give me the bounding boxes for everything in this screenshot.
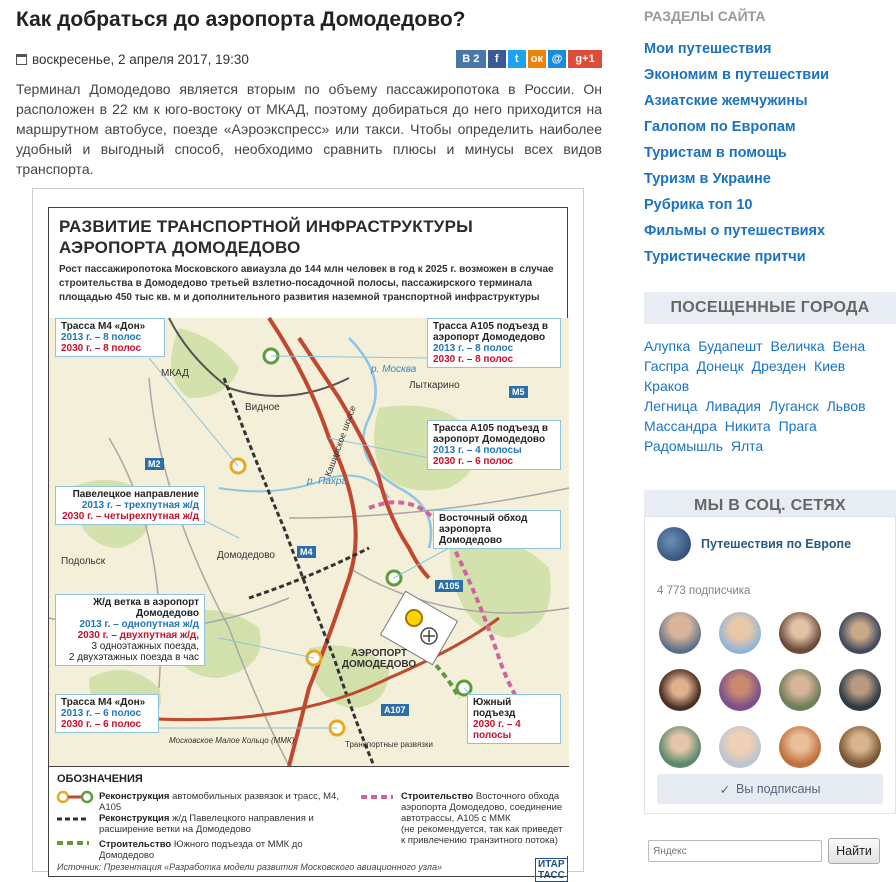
cities-tag-cloud [644, 324, 896, 456]
callout-title: Павелецкое направление [72, 489, 199, 500]
member-avatar[interactable] [779, 669, 821, 711]
vk-group-avatar[interactable] [657, 527, 691, 561]
tag-a105: А105 [435, 580, 463, 592]
legend-text: Восточного обхода аэропорта Домодедово, соединение автотрассы, А105 с ММК [401, 791, 563, 824]
callout-title: Трасса М4 «Дон» [61, 697, 146, 708]
legend-text: автомобильных развязок и трасс, М4, А105 [99, 791, 339, 813]
infographic-subtitle: Рост пассажиропотока Московского авиаузла до 144 млн человек в год к 2025 г. возможен в случае строительства в Домодедово третьей взлетно-посадочной полосы, пассажирского терминала площадью 450 тыс кв. м и дополнительного развития наземной транспортной инфраструктуры [59, 264, 554, 303]
legend-bold: Строительство [401, 791, 474, 802]
callout-title: Трасса А105 подъезд в аэропорт Домодедово [433, 423, 548, 445]
city-link[interactable]: Величка [770, 338, 825, 354]
member-avatar[interactable] [719, 669, 761, 711]
callout-note2: 2 двухэтажных поезда в час [68, 652, 199, 663]
vk-subscribed-button[interactable] [657, 774, 883, 804]
share-twitter-button[interactable]: t [508, 50, 526, 68]
city-link[interactable]: Легница [644, 398, 698, 414]
label-interchanges: Транспортные развязки [345, 740, 433, 749]
share-buttons [456, 50, 602, 68]
callout-a105-top [427, 318, 561, 368]
vk-group-header[interactable] [657, 527, 851, 561]
city-link[interactable]: Луганск [768, 398, 819, 414]
city-link[interactable]: Киев [814, 358, 846, 374]
article-meta [16, 49, 602, 69]
callout-title: Трасса А105 подъезд в аэропорт Домодедово [433, 321, 548, 343]
callout-2030: 2030 г. – 6 полос [61, 719, 142, 730]
legend-bold: Реконструкция [99, 813, 170, 824]
callout-m4-bottom [55, 694, 159, 733]
infographic-title-line1: РАЗВИТИЕ ТРАНСПОРТНОЙ ИНФРАСТРУКТУРЫ [59, 217, 473, 236]
city-link[interactable]: Будапешт [698, 338, 763, 354]
member-avatar[interactable] [659, 669, 701, 711]
infographic-title [59, 216, 473, 258]
callout-a105-mid [427, 420, 561, 470]
callout-note1: 3 одноэтажных поезда, [91, 641, 199, 652]
category-link[interactable]: Экономим в путешествии [644, 67, 830, 83]
callout-title: Трасса М4 «Дон» [61, 321, 146, 332]
callout-2013: 2013 г. – 4 полосы [433, 445, 522, 456]
airport-marker [406, 610, 422, 626]
callout-title: Ж/д ветка в аэропорт Домодедово [93, 597, 199, 619]
label-mmk: Московское Малое Кольцо (ММК) [169, 736, 295, 745]
category-link[interactable]: Туристам в помощь [644, 145, 787, 161]
city-link[interactable]: Никита [724, 418, 771, 434]
infographic-source: Источник: Презентация «Разработка модели развития Московского авиационного узла» [57, 862, 442, 872]
label-podolsk: Подольск [61, 556, 106, 567]
infographic-frame [48, 207, 568, 881]
article-intro: Терминал Домодедово является вторым по объему пассажиропотока в России. Он расположен в 22 км к юго-востоку от МКАД, поэтому добираться до него приходится на маршрутном автобусе, поезде «Аэроэкспресс» или такси. Чтобы определить наиболее удобный и выгодный способ, необходимо сравнить плюсы и минусы всех видов транспорта. [16, 81, 602, 177]
label-moskva-river: р. Москва [371, 364, 417, 375]
cities-heading: ПОСЕЩЕННЫЕ ГОРОДА [644, 292, 896, 324]
category-link[interactable]: Азиатские жемчужины [644, 93, 808, 109]
itar-tass-logo: ИТАР ТАСС [535, 858, 568, 882]
share-mail-button[interactable]: @ [548, 50, 566, 68]
label-vidnoe: Видное [245, 402, 280, 413]
label-airport: АЭРОПОРТ ДОМОДЕДОВО [341, 648, 417, 670]
member-avatar[interactable] [839, 669, 881, 711]
member-avatar[interactable] [719, 612, 761, 654]
legend-note: (не рекомендуется, так как приведет к привлечению транзитного потока) [401, 824, 563, 846]
legend-bold: Реконструкция [99, 791, 170, 802]
label-domodedovo: Домодедово [217, 550, 275, 561]
city-link[interactable]: Вена [832, 338, 866, 354]
category-link[interactable]: Мои путешествия [644, 41, 772, 57]
category-link[interactable]: Туризм в Украине [644, 171, 771, 187]
label-lytkarino: Лыткарино [409, 380, 460, 391]
member-avatar[interactable] [719, 726, 761, 768]
tag-m2: М2 [145, 458, 164, 470]
city-link[interactable]: Ливадия [705, 398, 761, 414]
vk-group-widget [644, 516, 896, 814]
tag-m5: М5 [509, 386, 528, 398]
callout-2013: 2013 г. – 6 полос [61, 708, 142, 719]
city-link[interactable]: Массандра [644, 418, 717, 434]
search-form [648, 840, 880, 864]
member-avatar[interactable] [659, 726, 701, 768]
callout-eastern-bypass [433, 510, 561, 549]
tag-a107: А107 [381, 704, 409, 716]
city-link[interactable]: Радомышль [644, 438, 723, 454]
city-link[interactable]: Прага [778, 418, 817, 434]
check-icon: ✓ [719, 782, 731, 797]
member-avatar[interactable] [779, 612, 821, 654]
callout-pavelets [55, 486, 205, 525]
city-link[interactable]: Донецк [696, 358, 744, 374]
article-title: Как добраться до аэропорта Домодедово? [16, 8, 466, 31]
infographic-map [49, 318, 569, 766]
city-link[interactable]: Алупка [644, 338, 691, 354]
city-link[interactable]: Ялта [730, 438, 764, 454]
calendar-icon [16, 54, 27, 65]
legend-item-reconstruction-roads [99, 791, 349, 813]
search-input[interactable] [648, 840, 822, 862]
label-mkad: МКАД [161, 368, 189, 379]
tag-m4: М4 [297, 546, 316, 558]
category-list [644, 39, 896, 273]
callout-2030: 2030 г. – 4 полосы [473, 719, 521, 741]
sidebar [644, 0, 896, 858]
vk-group-name[interactable]: Путешествия по Европе [701, 537, 852, 551]
category-link[interactable]: Рубрика топ 10 [644, 197, 753, 213]
callout-title: Восточный обход аэропорта Домодедово [439, 513, 528, 546]
social-heading: МЫ В СОЦ. СЕТЯХ [644, 490, 896, 522]
city-link[interactable]: Львов [826, 398, 866, 414]
article-date: воскресенье, 2 апреля 2017, 19:30 [32, 51, 249, 67]
vk-subscribed-label: Вы подписаны [736, 782, 821, 796]
sections-heading: РАЗДЕЛЫ САЙТА [644, 8, 766, 24]
category-link[interactable]: Галопом по Европам [644, 119, 796, 135]
share-vk-button[interactable]: В 2 [456, 50, 486, 68]
infographic-title-line2: АЭРОПОРТА ДОМОДЕДОВО [59, 238, 301, 257]
label-pakhra-river: р. Пахра [307, 476, 348, 487]
callout-2013: 2013 г. – трехпутная ж/д [81, 500, 199, 511]
vk-member-count: 4 773 подписчика [657, 585, 751, 597]
southern-access-road [429, 658, 459, 698]
callout-2013: 2013 г. – однопутная ж/д [79, 619, 199, 630]
legend-item-south-access [99, 839, 359, 861]
callout-2030: 2030 г. – четырехпутная ж/д [62, 511, 199, 522]
callout-rail-branch [55, 594, 205, 666]
city-link[interactable]: Дрезден [751, 358, 807, 374]
article [16, 0, 602, 179]
callout-2030: 2030 г. – 8 полос [61, 343, 142, 354]
legend-item-eastern-bypass [401, 791, 563, 846]
infographic-legend [49, 766, 569, 861]
share-odnoklassniki-button[interactable]: ок [528, 50, 546, 68]
legend-title: ОБОЗНАЧЕНИЯ [57, 773, 143, 785]
callout-m4-top [55, 318, 165, 357]
label-kashirskoe: Каширское шоссе [322, 404, 358, 478]
legend-text: Южного подъезда от ММК до Домодедово [99, 839, 303, 861]
member-avatar[interactable] [659, 612, 701, 654]
callout-south-access [467, 694, 561, 744]
river-pakhra [219, 476, 389, 499]
search-button[interactable]: Найти [828, 838, 880, 864]
city-link[interactable]: Гаспра [644, 358, 689, 374]
member-avatar[interactable] [779, 726, 821, 768]
share-googleplus-button[interactable]: g+1 [568, 50, 602, 68]
callout-2030: 2030 г. – 8 полос [433, 354, 514, 365]
callout-title: Южный подъезд [473, 697, 516, 719]
legend-bold: Строительство [99, 839, 172, 850]
vk-member-avatars [659, 612, 889, 768]
category-link[interactable]: Фильмы о путешествиях [644, 223, 826, 239]
callout-2013: 2013 г. – 8 полос [433, 343, 514, 354]
member-avatar[interactable] [839, 726, 881, 768]
legend-text: ж/д Павелецкого направления и расширение ветки на Домодедово [99, 813, 314, 835]
member-avatar[interactable] [839, 612, 881, 654]
legend-item-reconstruction-rail [99, 813, 349, 835]
infographic-image [32, 188, 584, 881]
category-link[interactable]: Туристические притчи [644, 249, 806, 265]
callout-2030: 2030 г. – 6 полос [433, 456, 514, 467]
share-facebook-button[interactable]: f [488, 50, 506, 68]
callout-2030: 2030 г. – двухпутная ж/д, [77, 630, 199, 641]
callout-2013: 2013 г. – 8 полос [61, 332, 142, 343]
city-link[interactable]: Краков [644, 378, 690, 394]
